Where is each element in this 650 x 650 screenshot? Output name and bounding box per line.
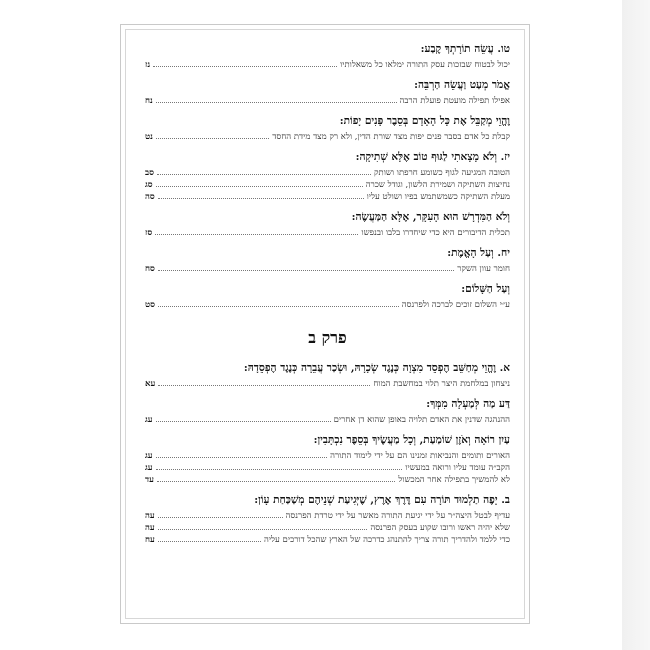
dot-leader xyxy=(158,269,454,271)
toc-entry-text: הקב״ה עומד עליו ורואה במעשיו xyxy=(405,463,510,473)
toc-entry[interactable] xyxy=(145,462,510,474)
section-heading: עַיִן רוֹאָה וְאֹזֶן שׁוֹמַעַת, וְכָל מַעֲשֶׂיךָ בְּסֵפֶר נִכְתָּבִין: xyxy=(313,434,510,446)
toc-page-number: נז xyxy=(145,60,151,70)
toc-page-number: עא xyxy=(145,379,156,389)
section-heading: דַּע מַה לְּמַעְלָה מִמְּךָ: xyxy=(426,398,510,410)
section-heading: טו. עֲשֵׂה תוֹרָתְךָ קֶבַע: xyxy=(420,43,510,55)
toc-entry-text: ע״י השלום זוכים לברכה ולפרנסה xyxy=(401,300,510,310)
section-heading: וְעַל הַשָּׁלוֹם: xyxy=(461,283,510,295)
chapter-title: פרק ב xyxy=(308,328,347,347)
dot-leader xyxy=(156,101,397,103)
toc-section xyxy=(145,150,510,203)
toc-page-number: נח xyxy=(145,96,153,106)
toc-entry-text: האורים ותומים והנביאות זמנינו הם על ידי לימוד התורה xyxy=(330,451,510,461)
toc-entry-text: ההנהגה שדנין את האדם תלויה באופן שהוא דן אחרים xyxy=(333,415,510,425)
section-heading: אֱמֹר מְעַט וַעֲשֵׂה הַרְבֵּה: xyxy=(414,79,510,91)
dot-leader xyxy=(158,305,399,307)
dot-leader xyxy=(155,233,358,235)
toc-section xyxy=(145,78,510,107)
toc-entry[interactable] xyxy=(145,227,510,239)
toc-section xyxy=(145,397,510,426)
toc-page-number: סג xyxy=(145,180,153,190)
dot-leader xyxy=(156,137,269,139)
toc-section xyxy=(145,246,510,275)
toc-entry[interactable] xyxy=(145,299,510,311)
page-edge-shadow xyxy=(622,0,650,650)
toc-entry[interactable] xyxy=(145,179,510,191)
toc-entry-text: קבלת כל אדם בסבר פנים יפות מצד שורת הדין, ולא רק מצד מידת החסד xyxy=(272,132,510,142)
toc-entry-text: כדי ללמד ולהדריך תורה צריך להתנהג כדרכה של הארץ שהכל דורכים עליה xyxy=(263,535,510,545)
toc-section xyxy=(145,433,510,486)
toc-page-number: עג xyxy=(145,451,153,461)
toc-section xyxy=(145,210,510,239)
toc-page-number: עג xyxy=(145,415,153,425)
section-heading: וֶהֱוֵי מְקַבֵּל אֶת כָּל הָאָדָם בְּסֵבֶר פָּנִים יָפוֹת: xyxy=(339,115,510,127)
chapter-2-sections xyxy=(145,361,510,546)
toc-entry[interactable] xyxy=(145,510,510,522)
dot-leader xyxy=(158,528,368,530)
dot-leader xyxy=(158,197,364,199)
toc-entry-text: הטובה המגיעה לגוף כשומע חרפתו ושותק xyxy=(373,168,510,178)
section-heading: ב. יָפֶה תַלְמוּד תּוֹרָה עִם דֶּרֶךְ אֶרֶץ, שֶׁיְּגִיעַת שְׁנֵיהֶם מְשַׁכַּחַת עָוֹן: xyxy=(254,494,510,506)
toc-entry-text: לא להמשיך בתפילה אחר המכשול xyxy=(398,475,510,485)
toc-section xyxy=(145,282,510,311)
dot-leader xyxy=(156,468,403,470)
toc-page-number: עה xyxy=(145,523,155,533)
toc-entry-text: אפילו תפילה מועטת פועלת הרבה xyxy=(399,96,510,106)
toc-page-number: סט xyxy=(145,300,155,310)
toc-entry[interactable] xyxy=(145,414,510,426)
toc-page-number: נט xyxy=(145,132,153,142)
toc-entry[interactable] xyxy=(145,191,510,203)
toc-page-number: סח xyxy=(145,264,155,274)
toc-entry-text: מעלת השתיקה כשמשתמש בפיו ושולט עליו xyxy=(366,192,510,202)
toc-page-number: עד xyxy=(145,475,154,485)
section-heading: יז. וְלֹא מָצָאתִי לַגּוּף טוֹב אֶלָּא שְׁתִיקָה: xyxy=(355,151,510,163)
toc-entry[interactable] xyxy=(145,263,510,275)
toc-page-number: סה xyxy=(145,192,155,202)
toc-page-number: סז xyxy=(145,228,153,238)
toc-entry[interactable] xyxy=(145,474,510,486)
dot-leader xyxy=(158,516,283,518)
toc-page-number: עח xyxy=(145,535,155,545)
dot-leader xyxy=(153,65,337,67)
toc-entry-text: שלא יהיה ראשו ורובו שקוע בעסק הפרנסה xyxy=(370,523,510,533)
toc-entry[interactable] xyxy=(145,131,510,143)
toc-section xyxy=(145,42,510,71)
toc-entry[interactable] xyxy=(145,95,510,107)
toc-page-number: עה xyxy=(145,511,155,521)
toc-entry-text: נחיצות השתיקה ושמירת הלשון, וגודל שכרה xyxy=(365,180,510,190)
toc-entry[interactable] xyxy=(145,378,510,390)
dot-leader xyxy=(156,185,363,187)
toc-entry-text: חומר עוון השקר xyxy=(457,264,510,274)
toc-entry-text: תכלית הדיבורים היא כדי שיחדרו בלבו ובנפשו xyxy=(361,228,510,238)
chapter-1-sections xyxy=(145,42,510,311)
dot-leader xyxy=(157,173,371,175)
toc-section xyxy=(145,361,510,390)
dot-leader xyxy=(157,480,395,482)
toc-section xyxy=(145,114,510,143)
dot-leader xyxy=(156,420,331,422)
toc-entry-text: ניצחון במלחמת היצר תלוי במחשבת המוח xyxy=(373,379,510,389)
toc-section xyxy=(145,493,510,546)
toc-page-number: עג xyxy=(145,463,153,473)
section-heading: וְלֹא הַמִּדְרָשׁ הוּא הָעִקָּר, אֶלָּא הַמַּעֲשֶׂה: xyxy=(351,211,510,223)
toc-entry[interactable] xyxy=(145,450,510,462)
section-heading: יח. וְעַל הָאֱמֶת: xyxy=(447,247,510,259)
dot-leader xyxy=(156,456,327,458)
table-of-contents xyxy=(145,42,510,553)
toc-page-number: סב xyxy=(145,168,154,178)
toc-entry-text: עדיף לבטל היצה״ר על ידי יגיעת התורה מאשר על ידי טרדת הפרנסה xyxy=(285,511,510,521)
dot-leader xyxy=(158,540,261,542)
toc-entry[interactable] xyxy=(145,59,510,71)
toc-entry[interactable] xyxy=(145,534,510,546)
section-heading: א. וֶהֱוֵי מְחַשֵּׁב הֶפְסֵד מִצְוָה כְּנֶגֶד שְׂכָרָהּ, וּשְׂכַר עֲבֵרָה כְּנֶגֶד הֶפְסֵדָהּ: xyxy=(243,362,510,374)
toc-entry-text: יכול לבטוח שבזכות עסק התורה ימלאו כל משאלותיו xyxy=(340,60,510,70)
toc-entry[interactable] xyxy=(145,167,510,179)
toc-entry[interactable] xyxy=(145,522,510,534)
dot-leader xyxy=(158,384,370,386)
